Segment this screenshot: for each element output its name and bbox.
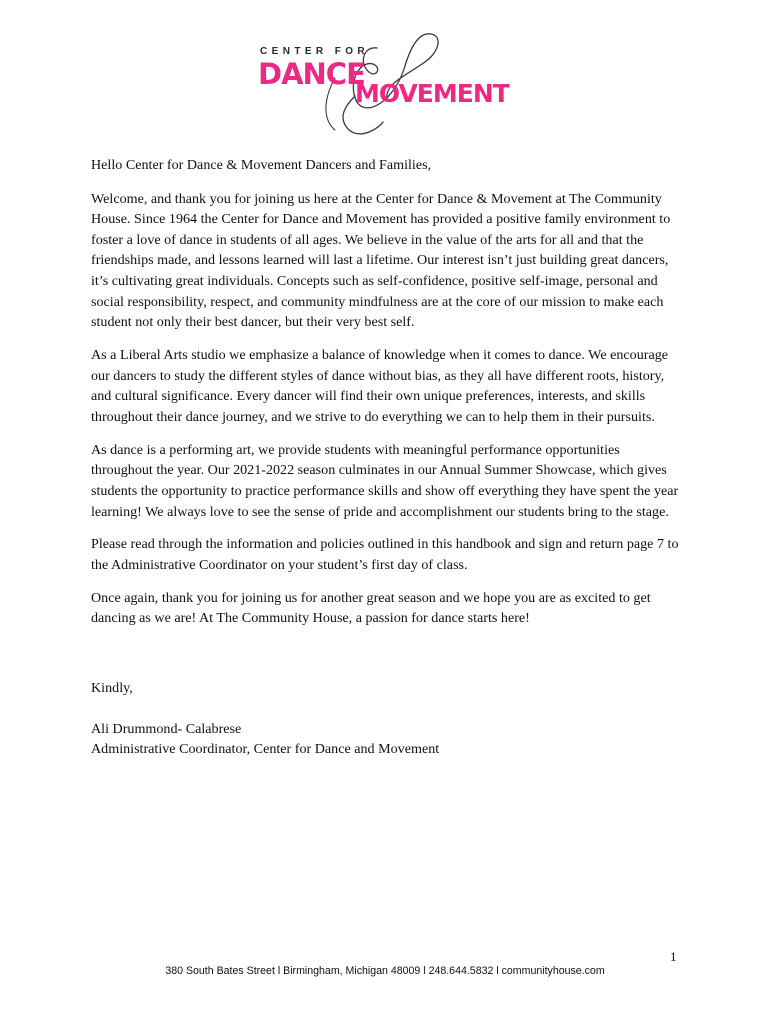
center-for-dance-movement-logo bbox=[255, 26, 520, 138]
letter-body bbox=[91, 155, 681, 760]
letter-closing: Kindly, bbox=[91, 680, 133, 697]
logo-center-for-text: CENTER FOR bbox=[260, 46, 369, 57]
logo-dance-text: DANCE bbox=[258, 57, 365, 91]
paragraph-liberal-arts: As a Liberal Arts studio we emphasize a balance of knowledge when it comes to dance. We encourage our dancers to study the different styles of dance without bias, as they all have different roots, history, and cultural significance. Every dancer will find their own unique preferences, interests, and skills throughout their dance journey, and we strive to do everything we can to help them in their pursuits. bbox=[91, 347, 669, 425]
paragraph-welcome: Welcome, and thank you for joining us here at the Center for Dance & Movement at The Community House. Since 1964 the Center for Dance and Movement has provided a positive family environment to foster a love of dance in students of all ages. We believe in the value of the arts for all and that the friendships made, and lessons learned will last a lifetime. Our interest isn’t just building great dancers, it’s cultivating great individuals. Concepts such as self-confidence, positive self-image, personal and social responsibility, respect, and community mindfulness are at the core of our mission to make each student not only their best dancer, but their very best self. bbox=[91, 190, 671, 331]
paragraph-thanks: Once again, thank you for joining us for another great season and we hope you are as excited to get dancing as we are! At The Community House, a passion for dance starts here! bbox=[91, 589, 651, 627]
paragraph-handbook: Please read through the information and policies outlined in this handbook and sign and return page 7 to the Administrative Coordinator on your student’s first day of class. bbox=[91, 536, 679, 573]
footer-address: 380 South Bates Street l Birmingham, Michigan 48009 l 248.644.5832 l communityhouse.com bbox=[165, 965, 605, 977]
paragraph-performance: As dance is a performing art, we provide students with meaningful performance opportunities throughout the year. Our 2021-2022 season culminates in our Annual Summer Showcase, which gives students the opportunity to practice performance skills and show off everything they have spent the year learning! We always love to see the sense of pride and accomplishment our students bring to the stage. bbox=[91, 441, 679, 520]
signer-name: Ali Drummond- Calabrese bbox=[91, 720, 242, 737]
page-number: 1 bbox=[670, 949, 677, 964]
letter-greeting: Hello Center for Dance & Movement Dancers and Families, bbox=[91, 157, 432, 173]
signature-block bbox=[91, 719, 681, 760]
signer-title: Administrative Coordinator, Center for Dance and Movement bbox=[91, 741, 440, 758]
logo-movement-text: MOVEMENT bbox=[355, 79, 509, 108]
